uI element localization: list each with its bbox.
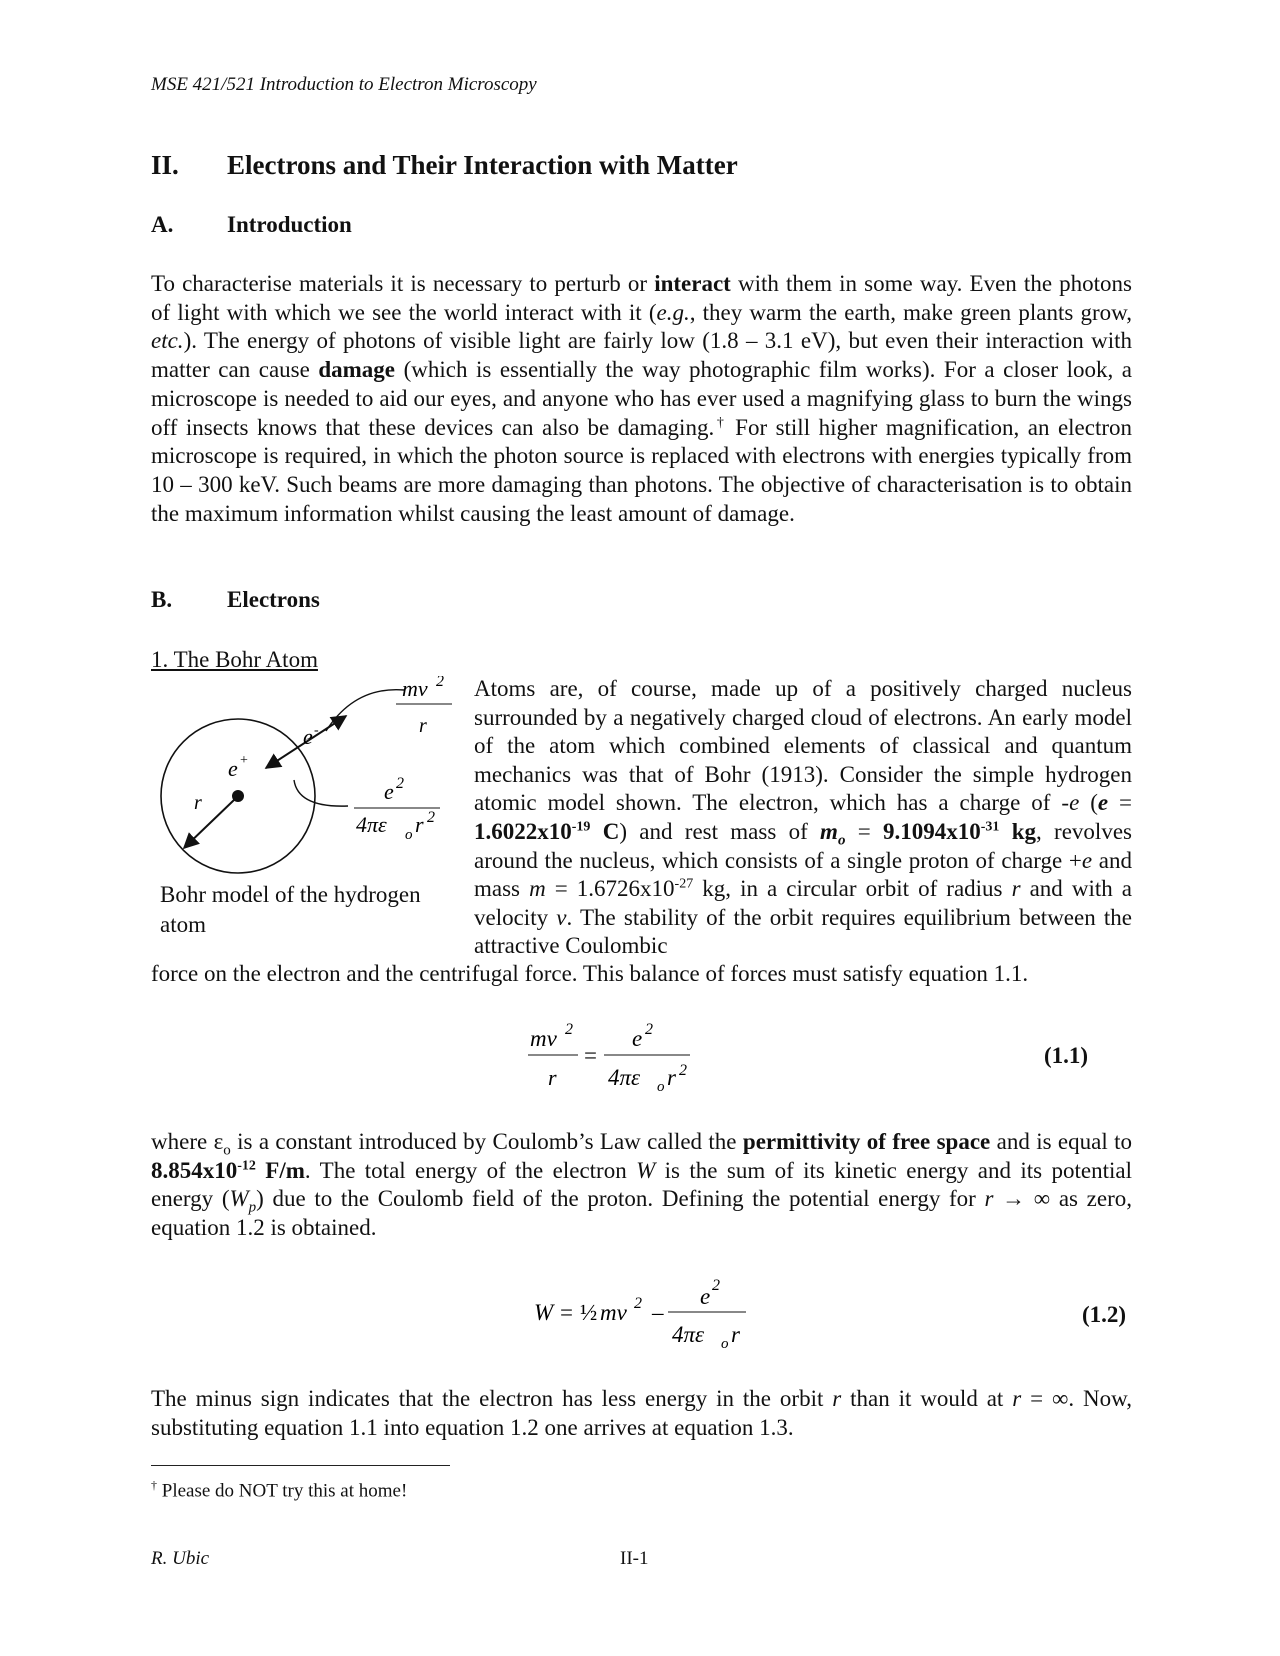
eq2-denominator: 4πε — [672, 1322, 705, 1347]
eq1-rhs-denominator-subscript: o — [657, 1079, 665, 1094]
section-a-heading — [151, 212, 352, 238]
bohr-atom-diagram — [150, 676, 460, 876]
eq2-minus: – — [652, 1300, 664, 1325]
footnote-text: Please do NOT try this at home! — [157, 1480, 408, 1502]
eq1-rhs-denominator-exponent: 2 — [679, 1062, 687, 1079]
eq2-mv-exponent: 2 — [634, 1295, 642, 1312]
footnote-mark: † — [151, 1478, 157, 1492]
electron-charge: - — [314, 723, 319, 738]
eq1-rhs-denominator-r: r — [667, 1065, 676, 1090]
footer-page-number: II-1 — [620, 1548, 649, 1569]
eq2-numerator-exponent: 2 — [712, 1277, 720, 1294]
coulomb-denominator-r: r — [415, 812, 424, 837]
eq2-lhs: W — [534, 1300, 554, 1325]
eq2-half: ½ — [580, 1300, 598, 1325]
eq2-numerator: e — [700, 1284, 711, 1309]
section-a-title: Introduction — [227, 212, 352, 237]
centrifugal-curve — [326, 690, 404, 731]
eq2-mv: mv — [600, 1300, 627, 1325]
eq2-equals: = — [560, 1300, 573, 1325]
permittivity-paragraph: where $\varepsilon_o$ is a constant introduced by Coulomb’s Law called the permittivity of free space and is equal to $8.854x10^{-12}$ F/m. The total energy of the electron W is the sum of its kinetic energy and its potential energy $(W_p)$ due to the Coulomb field of the proton. Defining the potential energy for r → ∞ as zero, equation 1.2 is obtained. — [151, 1129, 1133, 1241]
centrifugal-numerator: mv — [402, 676, 428, 701]
bohr-paragraph-last-line: force on the electron and the centrifugal force. This balance of forces must satisfy equation 1.1. — [151, 961, 1029, 986]
footnote-dagger-ref: † — [714, 414, 727, 430]
coulomb-curve — [294, 780, 348, 806]
section-b-title: Electrons — [227, 587, 320, 612]
eq2-denominator-subscript: o — [721, 1336, 729, 1352]
proton-charge: + — [240, 753, 248, 768]
equation-1-2 — [530, 1270, 760, 1352]
electron-label: e — [303, 724, 313, 749]
equation-1-1 — [520, 1012, 700, 1094]
coulomb-numerator: e — [384, 779, 394, 804]
equation-1-2-label: (1.2) — [1082, 1302, 1127, 1327]
footnote — [151, 1478, 407, 1502]
eq2-denominator-r: r — [731, 1322, 740, 1347]
section-b-letter: B. — [151, 587, 173, 612]
centrifugal-exponent: 2 — [436, 676, 444, 690]
coulomb-denominator: 4πε — [356, 812, 387, 837]
running-header: MSE 421/521 Introduction to Electron Microscopy — [151, 74, 537, 95]
eq1-rhs-numerator: e — [632, 1026, 643, 1051]
eq1-lhs-numerator: mv — [530, 1026, 557, 1051]
radius-arrow — [184, 800, 234, 848]
subsection-heading: 1. The Bohr Atom — [151, 647, 318, 672]
equation-1-1-label: (1.1) — [1044, 1043, 1089, 1068]
footnote-rule — [151, 1465, 450, 1466]
eq1-rhs-exponent: 2 — [645, 1021, 653, 1038]
proton-label: e — [228, 756, 238, 781]
footer-author: R. Ubic — [151, 1548, 210, 1569]
eq1-equals: = — [584, 1043, 597, 1068]
coulomb-exponent: 2 — [396, 775, 404, 792]
minus-sign-paragraph: The minus sign indicates that the electron has less energy in the orbit r than it would at r = ∞. Now, substituting equation 1.1 into equation 1.2 one arrives at equation 1.3. — [151, 1386, 1132, 1440]
bohr-paragraph: Atoms are, of course, made up of a positively charged nucleus surrounded by a negatively charged cloud of electrons. An early model of the atom which combined elements of classical and quantum mechanics was that of Bohr (1913). Consider the simple hydrogen atomic model shown. The electron, which has a charge of -e ($e = 1.6022x10^{-19}$ C) and rest mass of $m_o = 9.1094x10^{-31}$ kg, revolves around the nucleus, which consists of a single proton of charge +e and mass $m = 1.6726x10^{-27}$ kg, in a circular orbit of radius r and with a velocity v. The stability of the orbit requires equilibrium between the attractive Coulombic — [474, 676, 1132, 959]
coulomb-denominator-subscript: o — [405, 827, 413, 843]
coulomb-denominator-exponent: 2 — [427, 809, 435, 826]
radius-label: r — [194, 792, 202, 814]
figure-caption: Bohr model of the hydrogen atom — [160, 882, 421, 937]
chapter-title: Electrons and Their Interaction with Matter — [227, 150, 738, 180]
section-a-letter: A. — [151, 212, 174, 237]
eq1-lhs-exponent: 2 — [565, 1021, 573, 1038]
intro-paragraph: To characterise materials it is necessary to perturb or interact with them in some way. Even the photons of light with which we see the world interact with it (e.g., they warm the earth, make green plants grow, etc.). The energy of photons of visible light are fairly low (1.8 – 3.1 eV), but even their interaction with matter can cause damage (which is essentially the way photographic film works). For a closer look, a microscope is needed to aid our eyes, and anyone who has ever used a magnifying glass to burn the wings off insects knows that these devices can also be damaging.† For still higher magnification, an electron microscope is required, in which the photon source is replaced with electrons with energies typically from 10 – 300 keV. Such beams are more damaging than photons. The objective of characterisation is to obtain the maximum information whilst causing the least amount of damage. — [151, 271, 1133, 526]
chapter-number: II. — [151, 150, 179, 180]
section-b-heading — [151, 587, 320, 613]
eq1-rhs-denominator: 4πε — [608, 1065, 641, 1090]
centrifugal-denominator: r — [419, 715, 427, 737]
eq1-lhs-denominator: r — [548, 1065, 557, 1090]
chapter-heading — [151, 150, 738, 181]
